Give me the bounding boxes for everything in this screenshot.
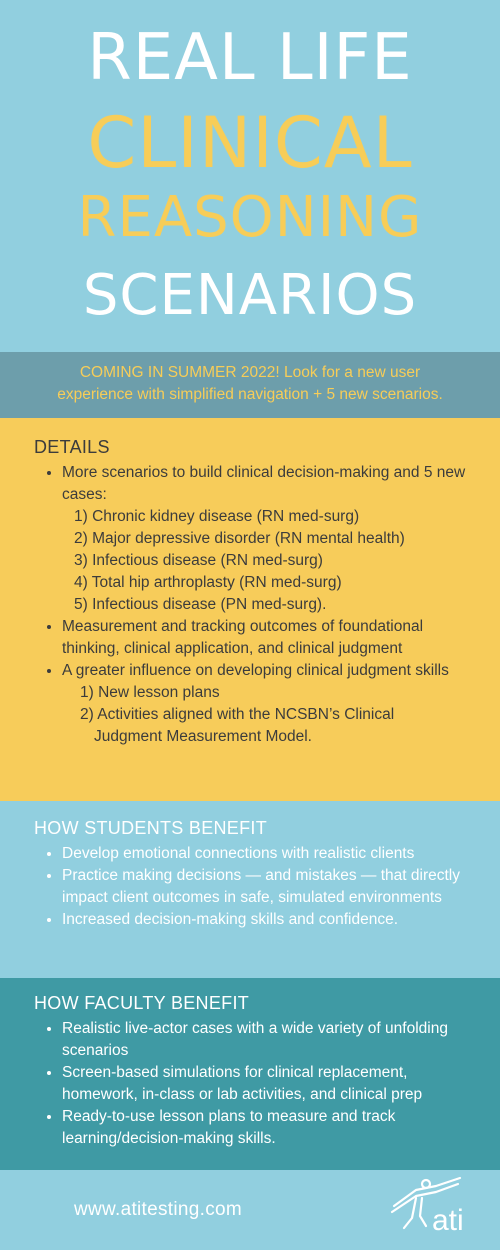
- sub-item: 1) New lesson plans: [80, 684, 220, 701]
- banner-line-1: COMING IN SUMMER 2022! Look for a new user: [79, 364, 421, 381]
- case-item: 2) Major depressive disorder (RN mental health): [74, 530, 405, 547]
- logo-text: ati: [432, 1204, 464, 1236]
- announcement-banner: [0, 352, 500, 418]
- details-heading: DETAILS: [34, 437, 110, 457]
- faculty-item: • Screen-based simulations for clinical replacement, homework, in-class or lab activities, and clinical prep: [62, 1062, 470, 1106]
- details-bullet: [62, 660, 470, 748]
- students-heading: HOW STUDENTS BENEFIT: [34, 818, 268, 838]
- details-bullet-text: More scenarios to build clinical decision-making and 5 new cases:: [62, 464, 466, 503]
- website-link[interactable]: www.atitesting.com: [74, 1199, 243, 1220]
- students-item: • Practice making decisions — and mistakes — that directly impact client outcomes in safe, simulated environments: [62, 865, 470, 909]
- case-item: 3) Infectious disease (RN med-surg): [74, 552, 323, 569]
- students-section: [0, 801, 500, 978]
- case-item: 5) Infectious disease (PN med-surg).: [74, 596, 327, 613]
- details-section: [0, 418, 500, 801]
- faculty-item: • Realistic live-actor cases with a wide variety of unfolding scenarios: [62, 1018, 470, 1062]
- case-item: 4) Total hip arthroplasty (RN med-surg): [74, 574, 342, 591]
- title-line-2: CLINICAL: [87, 102, 413, 184]
- details-bullet-text: A greater influence on developing clinical judgment skills: [62, 662, 449, 679]
- faculty-heading: HOW FACULTY BENEFIT: [34, 993, 250, 1013]
- sub-item-continuation: Judgment Measurement Model.: [94, 728, 312, 745]
- students-item: • Increased decision-making skills and confidence.: [62, 909, 470, 931]
- title-line-1: REAL LIFE: [87, 21, 413, 95]
- title-line-4: SCENARIOS: [82, 263, 418, 328]
- students-item: • Develop emotional connections with realistic clients: [62, 843, 470, 865]
- details-bullet: • Measurement and tracking outcomes of foundational thinking, clinical application, and clinical judgment: [62, 616, 470, 660]
- faculty-item: • Ready-to-use lesson plans to measure and track learning/decision-making skills.: [62, 1106, 470, 1150]
- faculty-section: [0, 978, 500, 1170]
- sub-item-text: 2) Activities aligned with the NCSBN’s Clinical: [80, 706, 395, 723]
- case-item: 1) Chronic kidney disease (RN med-surg): [74, 508, 360, 525]
- details-bullet: [62, 462, 470, 616]
- hero-title: [0, 0, 500, 352]
- sub-item: [62, 704, 470, 748]
- title-line-3: REASONING: [77, 185, 423, 250]
- ati-logo-icon: [386, 1176, 478, 1236]
- banner-line-2: experience with simplified navigation + 5 new scenarios.: [57, 386, 443, 403]
